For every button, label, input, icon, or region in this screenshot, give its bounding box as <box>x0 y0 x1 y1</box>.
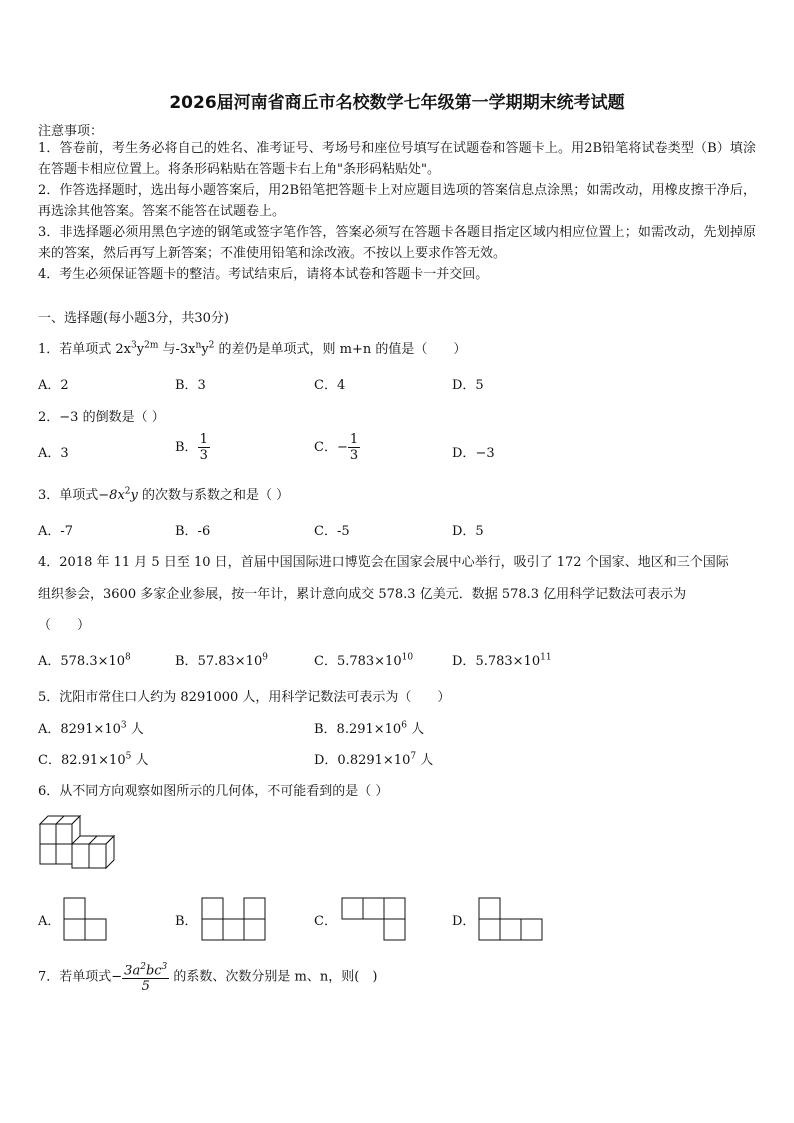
q4-a-exp: 8 <box>125 652 131 663</box>
q1-sup-3: n <box>195 340 202 351</box>
q2-option-a <box>38 442 69 461</box>
q2-c-label: C． <box>314 440 337 455</box>
q5-option-d <box>314 749 433 768</box>
q1-option-a: A．2 <box>38 378 69 393</box>
q2-b-label: B． <box>175 440 198 455</box>
q3-option-a: A．-7 <box>38 524 74 539</box>
q1-text-b: y <box>136 342 145 357</box>
q4-a-label: A． <box>38 654 61 669</box>
q7-num-b: bc <box>145 963 162 979</box>
q4-c-label: C． <box>314 654 337 669</box>
q7-num-sup-2: 3 <box>161 962 168 972</box>
q6-option-d-view <box>477 896 545 942</box>
q2-c-fraction <box>348 432 360 463</box>
q5-a-exp: 3 <box>120 720 127 731</box>
q3-text-b: 的次数与系数之和是（ ） <box>137 488 290 503</box>
q5-option-c <box>38 749 148 768</box>
notice-item-2: 2．作答选择题时，选出每小题答案后，用2B铅笔把答题卡上对应题目选项的答案信息点涂黑；如需改动，用橡皮擦干净后，再选涂其他答案。答案不能答在试题卷上。 <box>38 183 756 219</box>
q1-option-d: D．5 <box>452 378 484 393</box>
q3-text-a: 3．单项式 <box>38 488 99 503</box>
q5-option-a <box>38 718 144 737</box>
q3-option-d: D．5 <box>452 524 484 539</box>
question-4-line-3: （ ） <box>38 618 91 633</box>
q5-d-unit: 人 <box>416 753 434 768</box>
q1-text-d: y <box>201 342 209 357</box>
q7-fraction <box>122 960 169 994</box>
q2-c-numerator: 1 <box>349 432 359 447</box>
q5-c-exp: 5 <box>125 751 132 762</box>
notice-item-3: 3．非选择题必须用黑色字迹的钢笔或签字笔作答，答案必须写在答题卡各题目指定区域内相应位置上；如需改动，先划掉原来的答案，然后再写上新答案；不准使用铅笔和涂改液。不按以上要求作答无效。 <box>38 225 756 261</box>
question-4-line-1: 4．2018 年 11 月 5 日至 10 日，首届中国国际进口博览会在国家会展中心举行，吸引了 172 个国家、地区和三个国际 <box>38 555 729 570</box>
q1-sup-1: 3 <box>131 340 137 351</box>
q4-d-label: D． <box>452 654 476 669</box>
q6-option-c-label: C． <box>314 914 337 929</box>
q7-text-a: 7．若单项式− <box>38 969 123 985</box>
q2-option-c <box>314 432 360 463</box>
q1-text-c: 与-3x <box>158 342 196 357</box>
q5-b-base: B．8.291×10 <box>314 722 402 737</box>
question-5: 5．沈阳市常住口人约为 8291000 人，用科学记数法可表示为（ ） <box>38 690 451 705</box>
question-3 <box>38 484 289 503</box>
q7-text-b: 的系数、次数分别是 m、n，则( ) <box>169 969 378 985</box>
q4-b-base: 57.83×10 <box>197 654 263 669</box>
q2-a-value: 3 <box>60 446 69 461</box>
q5-b-unit: 人 <box>406 722 425 737</box>
q1-option-b: B．3 <box>175 378 206 393</box>
q1-option-c: C．4 <box>314 378 346 393</box>
question-4-line-2: 组织参会，3600 多家企业参展，按一年计，累计意向成交 578.3 亿美元．数据 578.3 亿用科学记数法可表示为 <box>38 587 687 602</box>
q4-c-exp: 10 <box>401 652 414 663</box>
q4-a-base: 578.3×10 <box>60 654 126 669</box>
q5-d-base: D．0.8291×10 <box>314 753 411 768</box>
section-heading: 一、选择题(每小题3分，共30分) <box>38 311 229 326</box>
q3-expr-b: y <box>130 488 138 503</box>
q2-b-numerator: 1 <box>199 432 208 447</box>
q6-option-b-label: B． <box>175 914 198 929</box>
q5-b-exp: 6 <box>401 720 407 731</box>
q4-b-exp: 9 <box>262 652 268 663</box>
q4-d-exp: 11 <box>540 652 552 663</box>
q4-option-d <box>452 650 552 669</box>
q6-solid-figure <box>38 812 122 870</box>
q2-option-d <box>452 442 495 461</box>
q4-option-b <box>175 650 268 669</box>
q1-sup-4: 2 <box>208 340 215 351</box>
q5-option-b <box>314 718 424 737</box>
q2-d-label: D． <box>452 446 476 461</box>
q5-c-base: C．82.91×10 <box>38 753 126 768</box>
notice-heading: 注意事项： <box>38 124 104 139</box>
q2-b-denominator: 3 <box>199 448 208 463</box>
q2-b-fraction <box>198 432 210 463</box>
q6-option-c-view <box>340 896 408 942</box>
q7-denominator: 5 <box>141 979 150 995</box>
q4-option-a <box>38 650 131 669</box>
q6-option-b-view <box>200 896 268 942</box>
q5-c-unit: 人 <box>131 753 149 768</box>
q5-d-exp: 7 <box>410 751 417 762</box>
q7-num-a: 3a <box>124 963 141 979</box>
q5-a-base: A．8291×10 <box>38 722 121 737</box>
q1-sup-2: 2m <box>144 340 159 351</box>
q3-expr-a: −8x <box>98 488 125 503</box>
q2-option-b <box>175 432 210 463</box>
notice-item-4: 4．考生必须保证答题卡的整洁。考试结束后，请将本试卷和答题卡一并交回。 <box>38 267 489 282</box>
q2-a-label: A． <box>38 446 61 461</box>
q4-b-label: B． <box>175 654 198 669</box>
q5-a-unit: 人 <box>126 722 144 737</box>
q2-c-sign: − <box>336 440 348 455</box>
question-7 <box>38 960 377 994</box>
question-2: 2．−3 的倒数是（ ） <box>38 410 165 425</box>
page-title: 2026届河南省商丘市名校数学七年级第一学期期末统考试题 <box>169 93 625 113</box>
q6-option-d-label: D． <box>452 914 476 929</box>
q1-text-e: 的差仍是单项式，则 m+n 的值是（ ） <box>214 342 467 357</box>
q1-text-a: 1．若单项式 2x <box>38 342 132 357</box>
q6-option-a-label: A． <box>38 914 61 929</box>
q3-expr-sup: 2 <box>124 486 131 497</box>
q4-option-c <box>314 650 413 669</box>
q6-option-a-view <box>62 896 108 942</box>
q4-d-base: 5.783×10 <box>475 654 541 669</box>
q2-c-denominator: 3 <box>349 448 359 463</box>
question-1 <box>38 338 466 357</box>
q2-d-value: −3 <box>475 446 495 461</box>
q4-c-base: 5.783×10 <box>336 654 402 669</box>
question-6: 6．从不同方向观察如图所示的几何体，不可能看到的是（ ） <box>38 784 389 799</box>
notice-item-1: 1．答卷前，考生务必将自己的姓名、准考证号、考场号和座位号填写在试题卷和答题卡上。用2B铅笔将试卷类型（B）填涂在答题卡相应位置上。将条形码粘贴在答题卡右上角"条形码粘贴处"。 <box>38 141 756 177</box>
q3-option-c: C．-5 <box>314 524 350 539</box>
q3-option-b: B．-6 <box>175 524 211 539</box>
q7-numerator <box>122 960 169 979</box>
q7-num-sup-1: 2 <box>140 962 146 972</box>
